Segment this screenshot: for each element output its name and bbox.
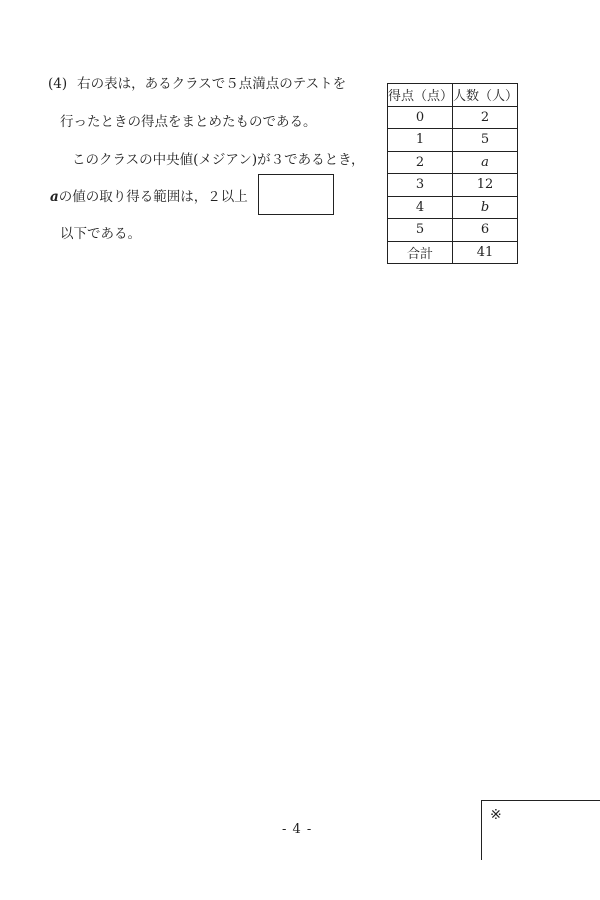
total-value: 41 xyxy=(453,241,518,264)
score-cell: 1 xyxy=(388,129,453,152)
answer-box[interactable] xyxy=(258,174,334,215)
page-number: - 4 - xyxy=(282,822,313,837)
problem-line-2: 行ったときの得点をまとめたものである。 xyxy=(60,114,317,130)
total-label: 合計 xyxy=(388,241,453,264)
table-row xyxy=(388,196,518,219)
count-cell-variable-a: a xyxy=(453,151,518,174)
table-row xyxy=(388,106,518,129)
score-cell: 4 xyxy=(388,196,453,219)
problem-line-4 xyxy=(50,191,248,205)
problem-number: (4) xyxy=(48,76,68,92)
score-cell: 3 xyxy=(388,174,453,197)
table-row xyxy=(388,219,518,242)
header-count: 人数（人） xyxy=(453,84,518,107)
score-entry-box[interactable] xyxy=(481,800,600,860)
score-cell: 2 xyxy=(388,151,453,174)
count-cell: 6 xyxy=(453,219,518,242)
table-row xyxy=(388,129,518,152)
count-cell: 12 xyxy=(453,174,518,197)
count-cell: 2 xyxy=(453,106,518,129)
problem-line-4-text: の値の取り得る範囲は，２以上 xyxy=(58,189,248,205)
score-table xyxy=(387,83,518,264)
problem-line-1-text: 右の表は，あるクラスで５点満点のテストを xyxy=(77,76,347,92)
table-header-row xyxy=(388,84,518,107)
header-score: 得点（点） xyxy=(388,84,453,107)
score-cell: 5 xyxy=(388,219,453,242)
problem-line-5: 以下である。 xyxy=(60,226,141,242)
table-row xyxy=(388,151,518,174)
score-cell: 0 xyxy=(388,106,453,129)
count-cell-variable-b: b xyxy=(453,196,518,219)
table-total-row xyxy=(388,241,518,264)
variable-a: a xyxy=(50,189,59,205)
count-cell: 5 xyxy=(453,129,518,152)
reference-mark: ※ xyxy=(490,807,502,823)
table-row xyxy=(388,174,518,197)
problem-line-1 xyxy=(48,78,346,92)
problem-line-3: このクラスの中央値(メジアン)が３であるとき， xyxy=(72,152,365,168)
